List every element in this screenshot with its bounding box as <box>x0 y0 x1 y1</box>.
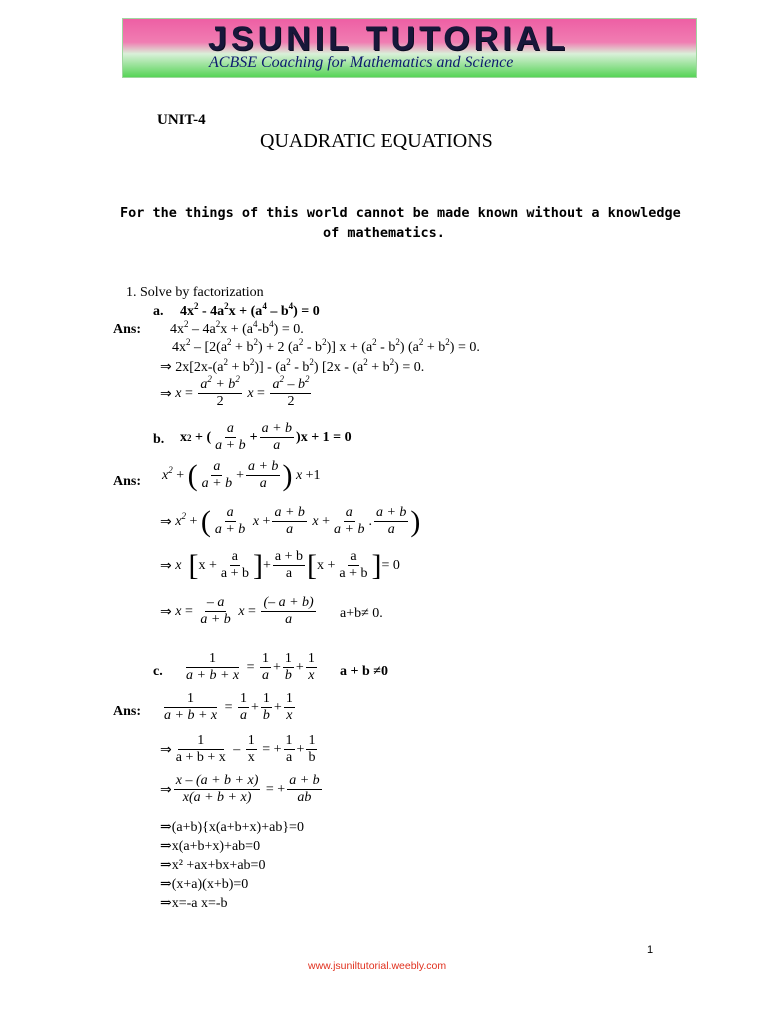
part-a-label: a. <box>153 304 164 319</box>
question-heading: 1. Solve by factorization <box>126 285 264 300</box>
ans-label-b: Ans: <box>113 474 142 489</box>
ans-label-a: Ans: <box>113 322 142 337</box>
part-c-equation: $\frac{1}{a + b + x}$ = $\frac{1}{a}$ + $\frac{1}{b}$ + $\frac{1}{x}$ <box>186 651 315 683</box>
part-b-label: b. <box>153 432 165 447</box>
banner-subtitle: ACBSE Coaching for Mathematics and Science <box>209 54 514 71</box>
page-title: QUADRATIC EQUATIONS <box>260 130 493 152</box>
a-step-3: ⇒ $2x[2x-(a^2 + b^2)] - (a^2 - b^2)$ [$2x - (a^2 + b^2) = 0$. <box>160 357 425 375</box>
part-c-label: c. <box>153 664 163 679</box>
header-banner <box>122 18 697 78</box>
c-step-8: ⇒x=-a x=-b <box>160 896 228 911</box>
b-step-1: $x^2$ + ( $\frac{a}{a + b}$ + $\frac{a + b}{a}$ ) x +1 <box>162 458 321 492</box>
b-step-4: ⇒ x = $\frac{- a}{a + b}$ x = $\frac{(- a + b)}{a}$ <box>160 595 314 627</box>
c-step-2: ⇒ $\frac{1}{a + b + x}$ – $\frac{1}{x}$ = + $\frac{1}{a}$ + $\frac{1}{b}$ <box>160 733 316 765</box>
c-step-7: ⇒(x+a)(x+b)=0 <box>160 877 249 892</box>
a-step-4: ⇒ x = $\frac{a^2 + b^2}{2}$ x = $\frac{a^2 - b^2}{2}$ <box>160 374 310 409</box>
page-number: 1 <box>647 944 654 956</box>
ans-label-c: Ans: <box>113 704 142 719</box>
a-step-1: $4x^2 - 4a^2x + (a^4-b^4) = 0$. <box>170 319 304 337</box>
footer-url[interactable]: www.jsuniltutorial.weebly.com <box>308 960 447 972</box>
b-condition: a+b≠ 0. <box>340 606 383 621</box>
unit-label: UNIT-4 <box>157 112 206 128</box>
c-step-5: ⇒x(a+b+x)+ab=0 <box>160 839 261 854</box>
c-step-6: ⇒x² +ax+bx+ab=0 <box>160 858 266 873</box>
c-step-1: $\frac{1}{a + b + x}$ = $\frac{1}{a}$ + $\frac{1}{b}$ + $\frac{1}{x}$ <box>164 691 293 723</box>
b-step-2: ⇒ $x^2$ + ( $\frac{a}{a + b}$ x + $\frac{a + b}{a}$ x + $\frac{a}{a + b}$ . $\frac{a + b}{a}$ ) <box>160 504 421 538</box>
b-step-3: ⇒ x [ x + $\frac{a}{a + b}$ ] + $\frac{a + b}{a}$ [ x + $\frac{a}{a + b}$ ] = 0 <box>160 548 400 582</box>
banner-title: JSUNIL TUTORIAL <box>208 20 569 58</box>
c-condition: a + b ≠0 <box>340 664 388 679</box>
quote-line-1: For the things of this world cannot be made known without a knowledge <box>120 205 681 221</box>
c-step-4: ⇒(a+b){x(a+b+x)+ab}=0 <box>160 820 304 835</box>
part-a-equation: $4x^2 - 4a^2x + (a^4 - b^4) = 0$ <box>180 301 320 319</box>
part-b-equation: x 2 + ( $\frac{a}{a + b}$ + $\frac{a + b}{a}$ )x + 1 = 0 <box>180 421 352 453</box>
a-step-2: $4x^2 - [2(a^2 + b^2) + 2$ $(a^2 - b^2)$] $x + (a^2 - b^2) (a^2 + b^2) = 0$. <box>172 337 480 355</box>
c-step-3: ⇒ $\frac{x - (a + b + x)}{x(a + b + x)}$ = + $\frac{a + b}{ab}$ <box>160 773 320 805</box>
quote-line-2: of mathematics. <box>323 225 445 241</box>
